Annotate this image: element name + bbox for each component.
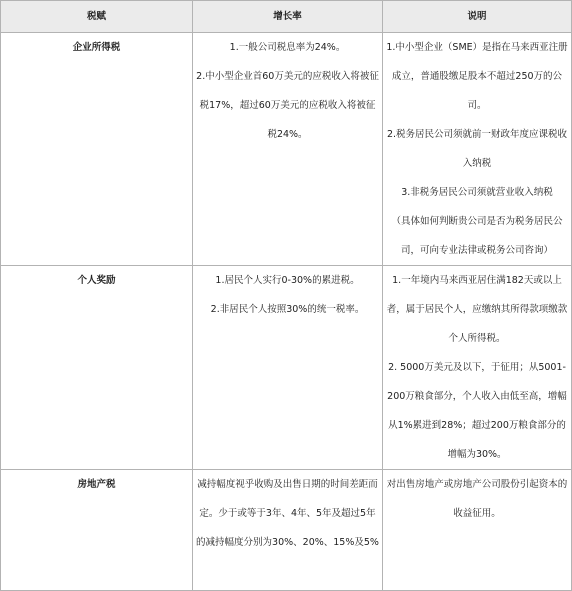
note-item: 对出售房地产或房地产公司股份引起资本的收益征用。 bbox=[386, 479, 568, 519]
rate-item: 1.居民个人实行0-30%的累进税。 bbox=[215, 275, 360, 286]
rate-cell bbox=[193, 470, 383, 591]
notes-cell bbox=[383, 33, 572, 266]
row-name: 房地产税 bbox=[1, 470, 193, 591]
rate-item: 减持幅度视乎收购及出售日期的时间差距而定。少于或等于3年、4年、5年及超过5年的减持幅度分别为30%、20%、15%及5% bbox=[196, 479, 379, 548]
note-item: 2.税务居民公司须就前一财政年度应课税收入纳税 bbox=[386, 129, 568, 169]
note-item: 1.中小型企业（SME）是指在马来西亚注册成立，普通股缴足股本不超过250万的公司。 bbox=[386, 42, 568, 111]
notes-cell bbox=[383, 266, 572, 470]
row-name: 个人奖励 bbox=[1, 266, 193, 470]
note-item: （具体如何判断贵公司是否为税务居民公司，可向专业法律或税务公司咨询） bbox=[391, 216, 563, 256]
note-item: 2. 5000万美元及以下，于征用；从5001-200万粮食部分，个人收入由低至高，增幅从1%累进到28%；超过200万粮食部分的增幅为30%。 bbox=[387, 362, 567, 460]
note-item: 3.非税务居民公司须就营业收入纳税 bbox=[401, 187, 553, 198]
table-row bbox=[1, 33, 572, 266]
row-name: 企业所得税 bbox=[1, 33, 193, 266]
table-row bbox=[1, 470, 572, 591]
rate-item: 1.一般公司税息率为24%。 bbox=[229, 42, 346, 53]
rate-item: 2.中小型企业首60万美元的应税收入将被征税17%，超过60万美元的应税收入将被征税24%。 bbox=[196, 71, 379, 140]
header-notes: 说明 bbox=[383, 1, 572, 33]
notes-cell bbox=[383, 470, 572, 591]
header-rate: 增长率 bbox=[193, 1, 383, 33]
rate-cell bbox=[193, 33, 383, 266]
note-item: 1.一年境内马来西亚居住满182天或以上者，属于居民个人，应缴纳其所得款项缴款个人所得税。 bbox=[386, 275, 568, 344]
header-tax: 税赋 bbox=[1, 1, 193, 33]
rate-item: 2.非居民个人按照30%的统一税率。 bbox=[210, 304, 365, 315]
table-header-row bbox=[1, 1, 572, 33]
table-row bbox=[1, 266, 572, 470]
rate-cell bbox=[193, 266, 383, 470]
